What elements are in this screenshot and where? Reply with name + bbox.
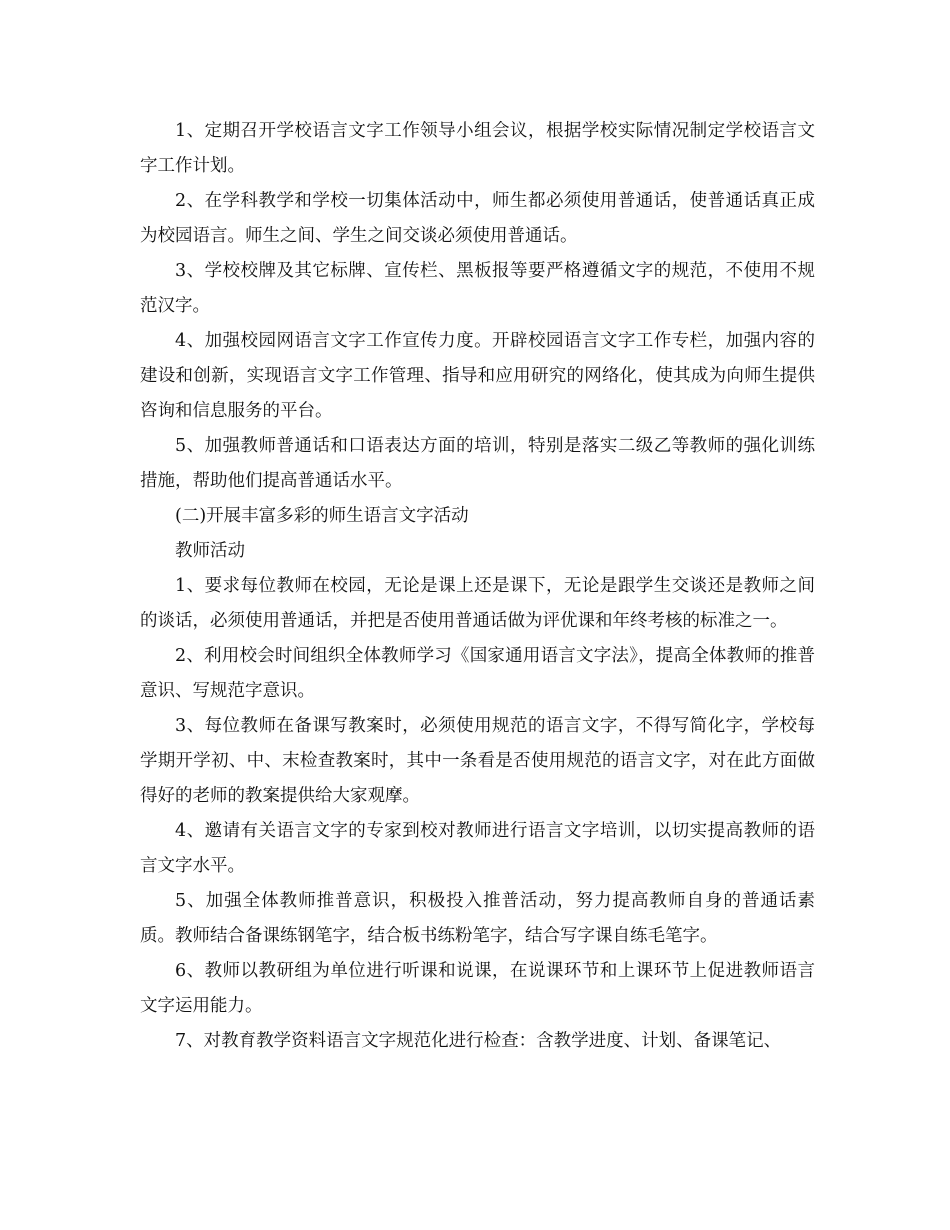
- paragraph-3: 3、学校校牌及其它标牌、宣传栏、黑板报等要严格遵循文字的规范，不使用不规范汉字。: [140, 261, 815, 316]
- subsection-heading: 教师活动: [175, 541, 245, 561]
- paragraph-teacher-1: 1、要求每位教师在校园，无论是课上还是课下，无论是跟学生交谈还是教师之间的谈话，必须使用普通话，并把是否使用普通话做为评优课和年终考核的标准之一。: [140, 576, 815, 631]
- paragraph-4: 4、加强校园网语言文字工作宣传力度。开辟校园语言文字工作专栏，加强内容的建设和创新，实现语言文字工作管理、指导和应用研究的网络化，使其成为向师生提供咨询和信息服务的平台。: [140, 331, 815, 421]
- paragraph-teacher-4: 4、邀请有关语言文字的专家到校对教师进行语言文字培训，以切实提高教师的语言文字水平。: [140, 821, 815, 876]
- section-heading: (二)开展丰富多彩的师生语言文字活动: [175, 506, 469, 526]
- paragraph-2: 2、在学科教学和学校一切集体活动中，师生都必须使用普通话，使普通话真正成为校园语言。师生之间、学生之间交谈必须使用普通话。: [140, 191, 815, 246]
- paragraph-teacher-5: 5、加强全体教师推普意识，积极投入推普活动，努力提高教师自身的普通话素质。教师结合备课练钢笔字，结合板书练粉笔字，结合写字课自练毛笔字。: [140, 891, 815, 946]
- paragraph-1: 1、定期召开学校语言文字工作领导小组会议，根据学校实际情况制定学校语言文字工作计划。: [140, 121, 815, 176]
- paragraph-teacher-2: 2、利用校会时间组织全体教师学习《国家通用语言文字法》，提高全体教师的推普意识、写规范字意识。: [140, 646, 815, 701]
- paragraph-teacher-7: 7、对教育教学资料语言文字规范化进行检查：含教学进度、计划、备课笔记、: [175, 1031, 782, 1051]
- paragraph-5: 5、加强教师普通话和口语表达方面的培训，特别是落实二级乙等教师的强化训练措施，帮助他们提高普通话水平。: [140, 436, 815, 491]
- paragraph-teacher-3: 3、每位教师在备课写教案时，必须使用规范的语言文字，不得写简化字，学校每学期开学初、中、末检查教案时，其中一条看是否使用规范的语言文字，对在此方面做得好的老师的教案提供给大家观摩。: [140, 716, 815, 806]
- paragraph-teacher-6: 6、教师以教研组为单位进行听课和说课，在说课环节和上课环节上促进教师语言文字运用能力。: [140, 961, 815, 1016]
- document-body: [140, 114, 815, 1059]
